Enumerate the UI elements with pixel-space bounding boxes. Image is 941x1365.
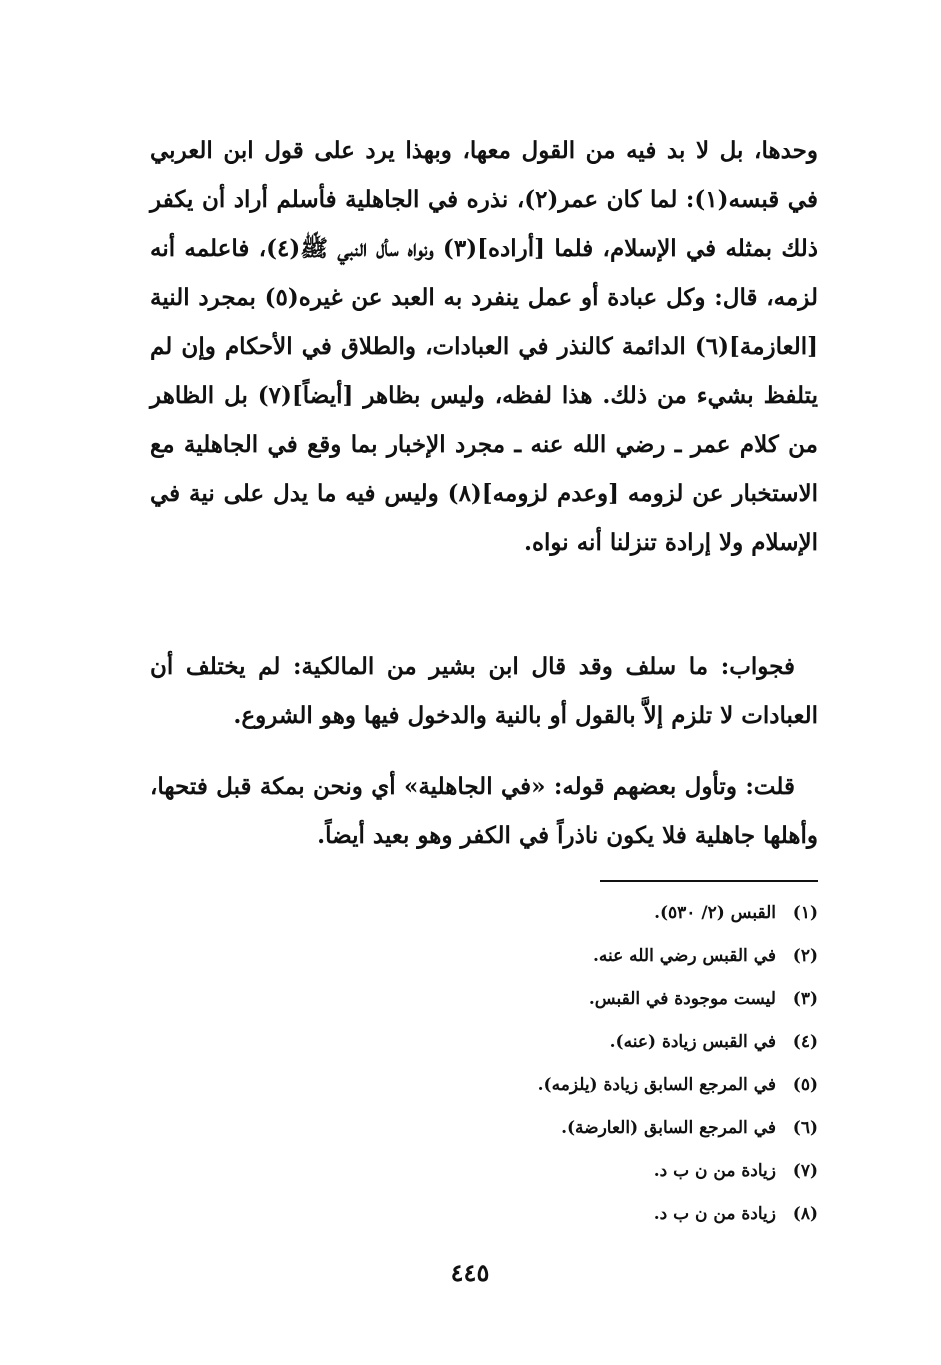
- footnote-item: [300, 892, 818, 935]
- footnote-item: [300, 1107, 818, 1150]
- footnote-number: (٤): [792, 1032, 818, 1052]
- footnote-number: (٣): [792, 989, 818, 1009]
- footnote-number: (٢): [792, 946, 818, 966]
- footnote-text: ليست موجودة في القبس.: [588, 989, 776, 1009]
- footnote-item: [300, 1150, 818, 1193]
- footnote-text: القبس (٢/ ٥٣٠).: [654, 903, 776, 923]
- footnote-number: (٧): [792, 1161, 818, 1181]
- footnote-item: [300, 1021, 818, 1064]
- footnote-item: [300, 978, 818, 1021]
- paragraph-text: وتأول بعضهم قوله: «في الجاهلية» أي ونحن بمكة قبل فتحها، وأهلها جاهلية فلا يكون ناذراً في الكفر وهو بعيد أيضاً.: [150, 773, 818, 849]
- paragraph-text: وحدها، بل لا بد فيه من القول معها، وبهذا يرد على قول ابن العربي في قبسه(١): لما كان عمر(٢)، نذره في الجاهلية فأسلم أراد أن يكفر ذلك بمثله في الإسلام، فلما [أراده](٣) ونواه سأل النبي ﷺ(٤)، فاعلمه أنه لزمه، قال: وكل عبادة أو عمل ينفرد به العبد عن غيره(٥) بمجرد النية [العازمة](٦) الدائمة كالنذر في العبادات، والطلاق في الأحكام وإن لم يتلفظ بشيء من ذلك. هذا لفظه، وليس بظاهر [أيضاً](٧) بل الظاهر من كلام عمر ـ رضي الله عنه ـ مجرد الإخبار بما وقع في الجاهلية مع الاستخبار عن لزومه [وعدم لزومه](٨) وليس فيه ما يدل على نية في الإسلام ولا إرادة تنزلنا أنه نواه.: [150, 137, 819, 556]
- body-paragraph: [150, 642, 818, 740]
- footnotes-list: [300, 892, 818, 1236]
- body-paragraph: [150, 126, 818, 567]
- footnote-item: [300, 1064, 818, 1107]
- footnote-number: (٨): [792, 1204, 818, 1224]
- footnote-item: [300, 1193, 818, 1236]
- footnote-divider: [600, 880, 818, 882]
- paragraph-text: ما سلف وقد قال ابن بشير من المالكية: لم يختلف أن العبادات لا تلزم إلاَّ بالقول أو بالنية والدخول فيها وهو الشروع.: [150, 653, 818, 729]
- footnote-text: في القبس رضي الله عنه.: [592, 946, 776, 966]
- page-number: ٤٤٥: [450, 1258, 490, 1287]
- footnote-text: في المرجع السابق (العارضة).: [561, 1118, 776, 1138]
- footnote-text: زيادة من ن ب د.: [653, 1204, 776, 1224]
- footnote-number: (١): [792, 903, 818, 923]
- body-paragraph: [150, 762, 818, 860]
- footnote-text: في المرجع السابق زيادة (يلزمه).: [537, 1075, 776, 1095]
- footnote-number: (٥): [792, 1075, 818, 1095]
- footnote-number: (٦): [792, 1118, 818, 1138]
- paragraph-lead: فجواب:: [720, 653, 795, 680]
- footnote-item: [300, 935, 818, 978]
- footnote-text: في القبس زيادة (عنه).: [609, 1032, 776, 1052]
- footnote-text: زيادة من ن ب د.: [653, 1161, 776, 1181]
- paragraph-lead: قلت:: [745, 773, 795, 800]
